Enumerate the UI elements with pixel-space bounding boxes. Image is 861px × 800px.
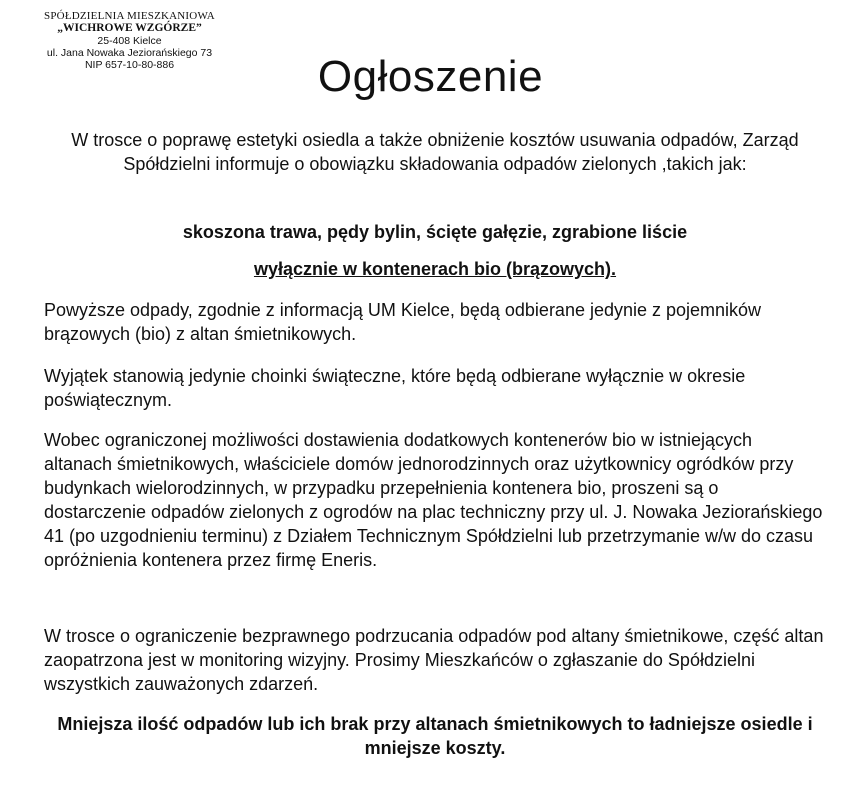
paragraph-christmas-trees: Wyjątek stanowią jedynie choinki świąteczne, które będą odbierane wyłącznie w okresie poświątecznym. <box>44 366 746 410</box>
page-title: Ogłoszenie <box>317 52 544 101</box>
closing-statement: Mniejsza ilość odpadów lub ich brak przy altanach śmietnikowych to ładniejsze osiedle i mniejsze koszty. <box>57 714 813 758</box>
intro-paragraph: W trosce o poprawę estetyki osiedla a także obniżenie kosztów usuwania odpadów, Zarząd Spółdzielni informuje o obowiązku składowania odpadów zielonych ,takich jak: <box>71 130 799 174</box>
green-waste-items: skoszona trawa, pędy bylin, ścięte gałęzie, zgrabione liście <box>182 222 688 242</box>
stamp-organization: SPÓŁDZIELNIA MIESZKANIOWA <box>44 10 215 22</box>
stamp-nip: NIP 657-10-80-886 <box>84 58 175 71</box>
bio-containers-note: wyłącznie w kontenerach bio (brązowych). <box>253 259 617 279</box>
paragraph-monitoring: W trosce o ograniczenie bezprawnego podrzucania odpadów pod altany śmietnikowe, część altan zaopatrzona jest w monitoring wizyjny. Prosimy Mieszkańców o zgłaszanie do Spółdzielni wszystkich zauważonych zdarzeń. <box>44 626 824 694</box>
paragraph-overflow: Wobec ograniczonej możliwości dostawienia dodatkowych kontenerów bio w istniejących altanach śmietnikowych, właściciele domów jednorodzinnych oraz użytkownicy ogródków przy budynkach wielorodzinnych, w przypadku przepełnienia kontenera bio, proszeni są o dostarczenie odpadów zielonych z ogrodów na plac techniczny przy ul. J. Nowaka Jeziorańskiego 41 (po uzgodnieniu terminu) z Działem Technicznym Spółdzielni lub przetrzymanie w/w do czasu opróżnienia kontenera przez firmę Eneris. <box>44 430 823 570</box>
stamp-name: „WICHROWE WZGÓRZE” <box>57 22 202 35</box>
stamp-postal-code: 25-408 Kielce <box>97 35 162 48</box>
paragraph-collection: Powyższe odpady, zgodnie z informacją UM Kielce, będą odbierane jedynie z pojemników brązowych (bio) z altan śmietnikowych. <box>44 300 762 344</box>
stamp-address: ul. Jana Nowaka Jeziorańskiego 73 <box>46 46 213 59</box>
